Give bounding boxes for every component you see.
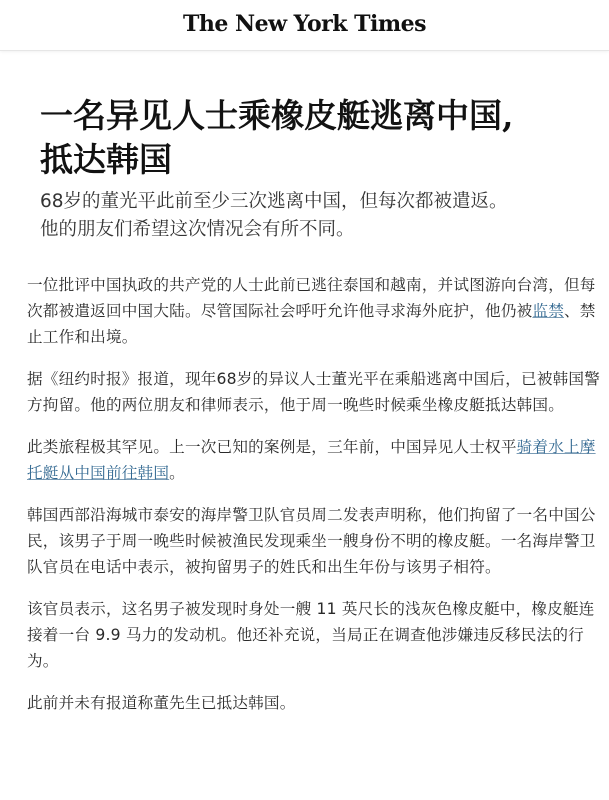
summary-line-1: 68岁的董光平此前至少三次逃离中国，但每次都被遣返。 <box>40 191 508 212</box>
imprisoned-link[interactable]: 监禁 <box>532 302 564 320</box>
headline-line-2: 抵达韩国 <box>40 140 172 179</box>
paragraph-6: 此前并未有报道称董先生已抵达韩国。 <box>27 694 296 712</box>
paragraph-1-text: 一位批评中国执政的共产党的人士此前已逃往泰国和越南，并试图游向台湾，但每次都被遣返回中国大陆。尽管国际社会呼吁允许他寻求海外庇护，他仍被 <box>27 276 596 320</box>
headline-line-1: 一名异见人士乘橡皮艇逃离中国, <box>40 96 514 135</box>
paragraph-5: 该官员表示，这名男子被发现时身处一艘 11 英尺长的浅灰色橡皮艇中，橡皮艇连接着一台 9.9 马力的发动机。他还补充说，当局正在调查他涉嫌违反移民法的行为。 <box>27 600 595 670</box>
article-summary <box>40 188 595 244</box>
paragraph-4: 韩国西部沿海城市泰安的海岸警卫队官员周二发表声明称，他们拘留了一名中国公民，该男子于周一晚些时候被渔民发现乘坐一艘身份不明的橡皮艇。一名海岸警卫队官员在电话中表示，被拘留男子的姓氏和出生年份与该男子相符。 <box>27 506 596 576</box>
summary-line-2: 他的朋友们希望这次情况会有所不同。 <box>40 219 355 240</box>
paragraph-1-tail: 、禁止工作和出境。 <box>27 302 596 346</box>
nyt-logo[interactable]: The New York Times <box>182 11 427 37</box>
paragraph-2: 据《纽约时报》报道，现年68岁的异议人士董光平在乘船逃离中国后，已被韩国警方拘留。他的两位朋友和律师表示，他于周一晚些时候乘坐橡皮艇抵达韩国。 <box>27 370 601 414</box>
paragraph-3 <box>27 434 602 486</box>
paragraph-3-text: 此类旅程极其罕见。上一次已知的案例是，三年前，中国异见人士权平 <box>27 438 517 456</box>
headline <box>40 94 595 182</box>
article-body <box>27 272 602 732</box>
paragraph-1 <box>27 272 602 350</box>
paragraph-3-tail: 。 <box>169 464 185 482</box>
jet-ski-link[interactable]: 骑着水上摩托艇从中国前往韩国 <box>27 438 596 482</box>
masthead <box>0 0 609 51</box>
